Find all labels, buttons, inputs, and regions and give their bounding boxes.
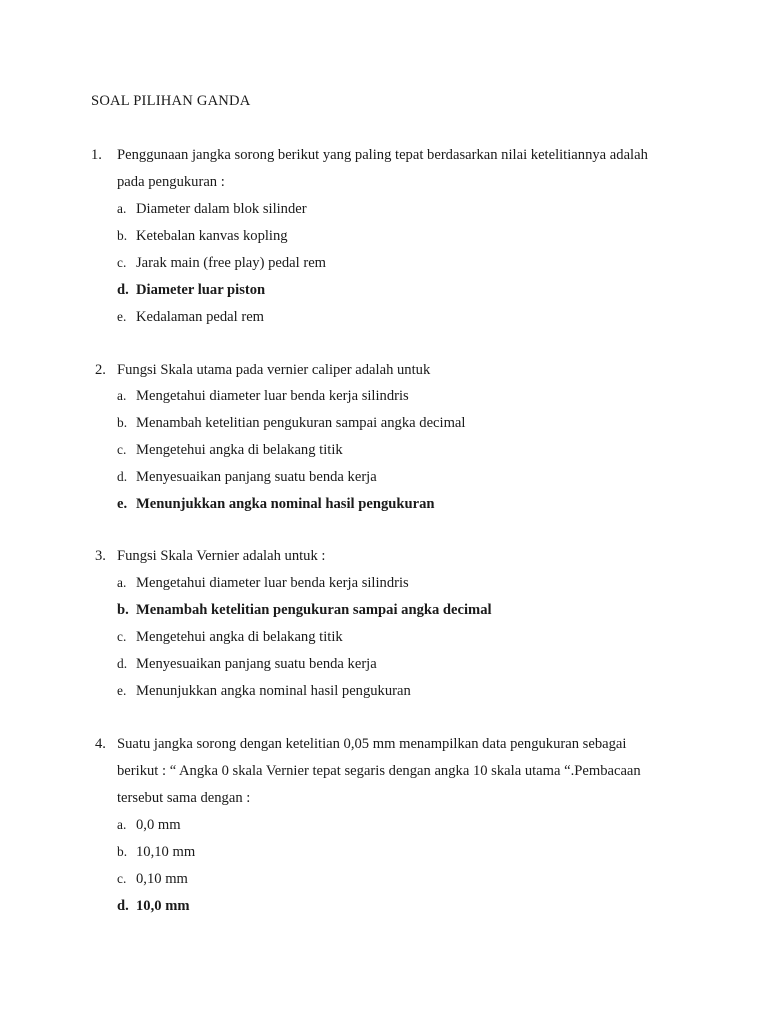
option-text: Jarak main (free play) pedal rem: [136, 255, 327, 271]
question-number: 3.: [95, 548, 106, 564]
question-number: 2.: [95, 362, 106, 378]
option-text: 10,10 mm: [136, 844, 196, 860]
option-text: Mengetahui diameter luar benda kerja silindris: [136, 388, 409, 404]
question-text-line: Suatu jangka sorong dengan ketelitian 0,05 mm menampilkan data pengukuran sebagai: [117, 736, 627, 752]
option-letter: e.: [117, 683, 127, 698]
option-text: Ketebalan kanvas kopling: [136, 228, 288, 244]
option-letter: e.: [117, 309, 127, 324]
option-text: Mengetahui diameter luar benda kerja silindris: [136, 575, 409, 591]
question-number: 4.: [95, 736, 106, 752]
option-text: Menambah ketelitian pengukuran sampai angka decimal: [136, 415, 466, 431]
option-text: Kedalaman pedal rem: [136, 309, 265, 325]
option-letter: d.: [117, 898, 129, 914]
option-letter: e.: [117, 496, 128, 512]
option-letter: d.: [117, 656, 128, 671]
question-text-line: tersebut sama dengan :: [117, 790, 251, 806]
option-letter: d.: [117, 282, 129, 298]
option-letter: c.: [117, 871, 127, 886]
option-text: Menyesuaikan panjang suatu benda kerja: [136, 469, 377, 485]
option-letter: c.: [117, 442, 127, 457]
option-text: Mengetehui angka di belakang titik: [136, 629, 343, 645]
page-title: SOAL PILIHAN GANDA: [91, 93, 251, 109]
question-text-line: pada pengukuran :: [117, 174, 225, 190]
option-letter: c.: [117, 255, 127, 270]
option-letter: d.: [117, 469, 128, 484]
option-text: 0,10 mm: [136, 871, 188, 887]
option-letter: b.: [117, 415, 128, 430]
option-letter: a.: [117, 817, 127, 832]
option-letter: a.: [117, 201, 127, 216]
option-letter: c.: [117, 629, 127, 644]
option-text: 10,0 mm: [136, 898, 190, 914]
option-text: Menyesuaikan panjang suatu benda kerja: [136, 656, 377, 672]
question-text-line: berikut : “ Angka 0 skala Vernier tepat segaris dengan angka 10 skala utama “.Pembacaan: [117, 763, 641, 779]
option-text: Mengetehui angka di belakang titik: [136, 442, 343, 458]
option-letter: a.: [117, 575, 127, 590]
option-text: Menunjukkan angka nominal hasil pengukuran: [136, 683, 411, 699]
option-letter: b.: [117, 844, 128, 859]
question-number: 1.: [91, 147, 102, 163]
question-text-line: Fungsi Skala Vernier adalah untuk :: [117, 548, 326, 564]
question-text-line: Penggunaan jangka sorong berikut yang paling tepat berdasarkan nilai ketelitiannya adalah: [117, 147, 648, 163]
option-text: Diameter luar piston: [136, 282, 266, 298]
question-text-line: Fungsi Skala utama pada vernier caliper adalah untuk: [117, 362, 431, 378]
option-text: Diameter dalam blok silinder: [136, 201, 307, 217]
option-letter: b.: [117, 228, 128, 243]
option-text: Menunjukkan angka nominal hasil pengukuran: [136, 496, 435, 512]
option-text: 0,0 mm: [136, 817, 181, 833]
option-text: Menambah ketelitian pengukuran sampai angka decimal: [136, 602, 492, 618]
option-letter: b.: [117, 602, 129, 618]
option-letter: a.: [117, 388, 127, 403]
